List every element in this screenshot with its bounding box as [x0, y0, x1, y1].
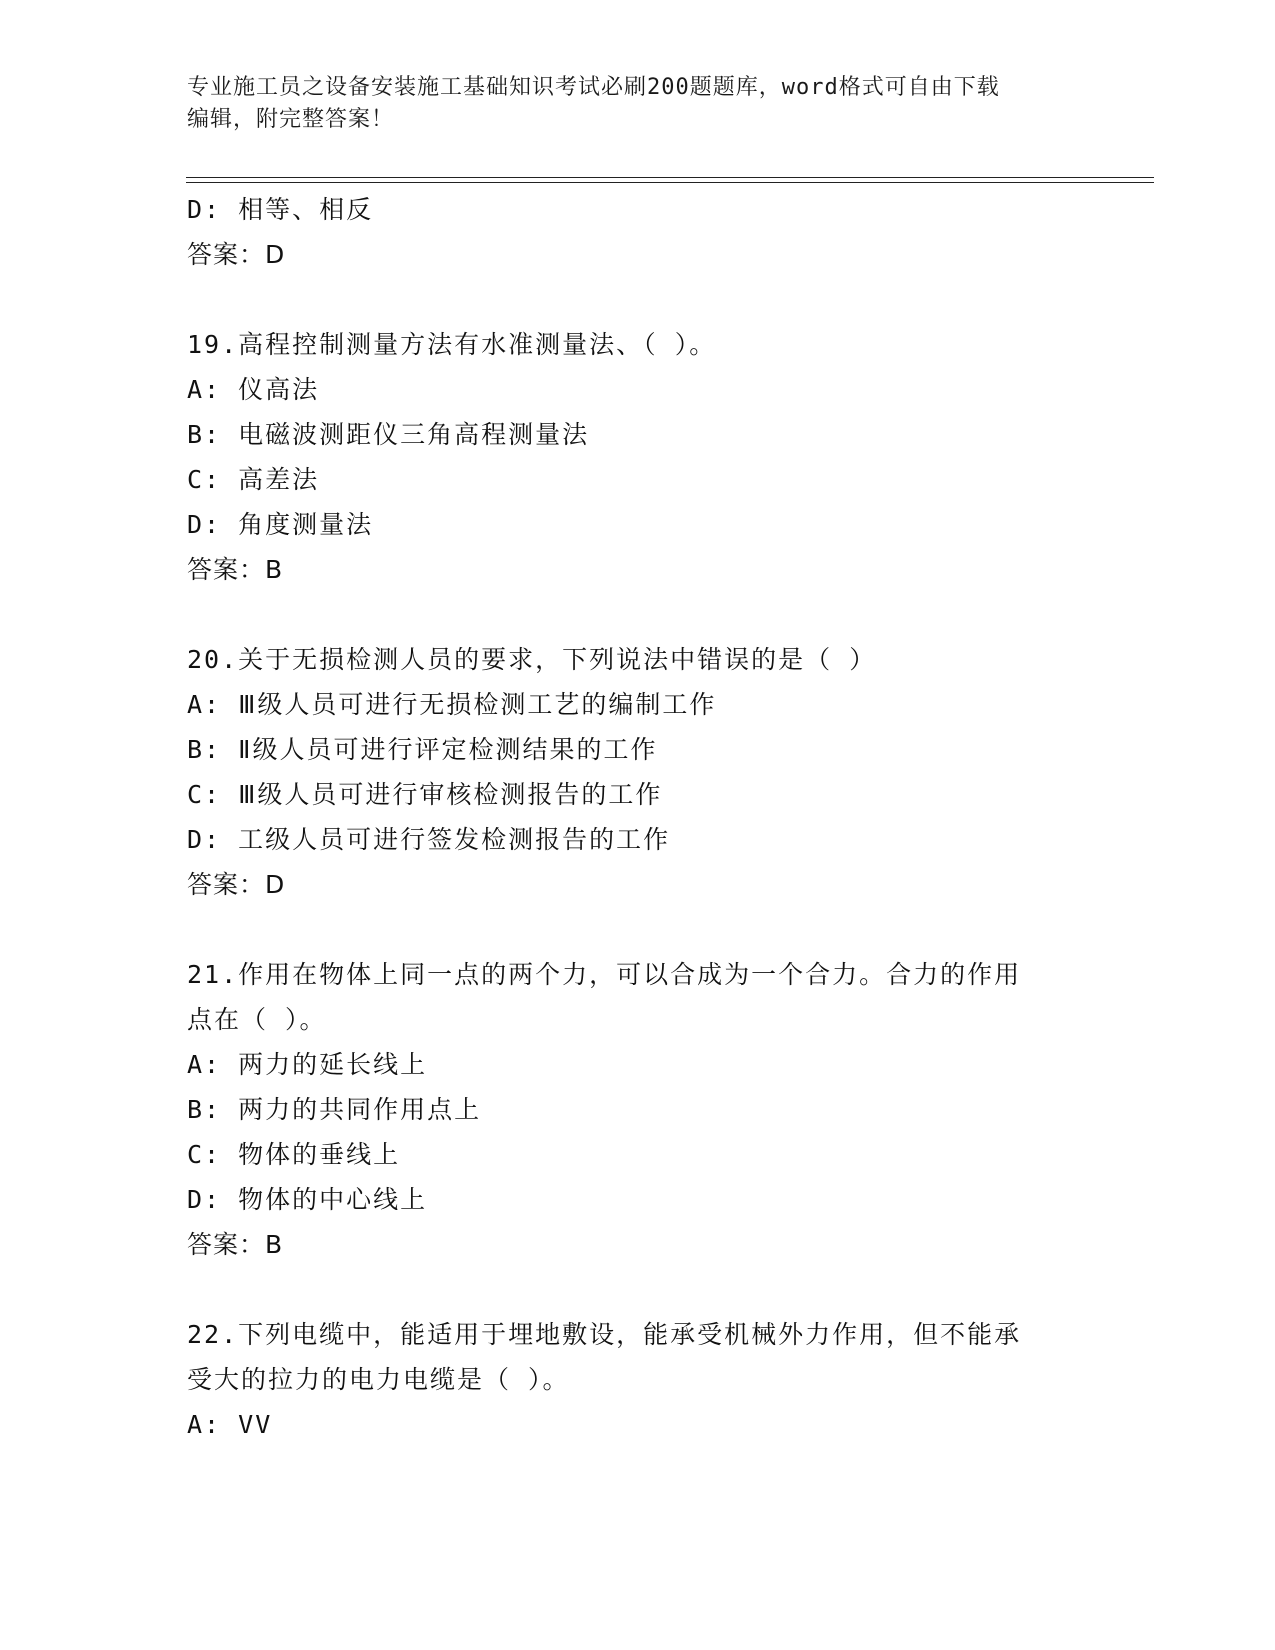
- header-divider-bottom: [186, 182, 1154, 183]
- question-stem: 20.关于无损检测人员的要求，下列说法中错误的是（ ）: [187, 645, 877, 674]
- header-line-2: 编辑，附完整答案！: [187, 107, 395, 132]
- question-stem-line-2: 受大的拉力的电力电缆是（ ）。: [187, 1365, 570, 1394]
- question-stem-line-1: 22.下列电缆中，能适用于埋地敷设，能承受机械外力作用，但不能承: [187, 1320, 1022, 1349]
- option-a: A: 两力的延长线上: [187, 1050, 428, 1079]
- option-c: C: Ⅲ级人员可进行审核检测报告的工作: [187, 780, 663, 809]
- option-a: A: Ⅲ级人员可进行无损检测工艺的编制工作: [187, 690, 717, 719]
- answer: 答案：B: [187, 555, 284, 584]
- option-d: D: 工级人员可进行签发检测报告的工作: [187, 825, 671, 854]
- question-stem: 19.高程控制测量方法有水准测量法、（ ）。: [187, 330, 717, 359]
- header-divider-top: [186, 177, 1154, 178]
- question-stem-line-2: 点在（ ）。: [187, 1005, 327, 1034]
- question-stem-line-1: 21.作用在物体上同一点的两个力，可以合成为一个合力。合力的作用: [187, 960, 1022, 989]
- question-22: [187, 1312, 1087, 1447]
- option-c: C: 高差法: [187, 465, 320, 494]
- answer: 答案：D: [187, 240, 286, 269]
- question-20: [187, 637, 1087, 907]
- answer: 答案：D: [187, 870, 286, 899]
- question-18-tail: [187, 187, 1087, 277]
- question-21: [187, 952, 1087, 1267]
- option-a: A: VV: [187, 1410, 273, 1439]
- option-b: B: 电磁波测距仪三角高程测量法: [187, 420, 590, 449]
- header-line-1: 专业施工员之设备安装施工基础知识考试必刷200题题库，word格式可自由下载: [187, 75, 1000, 100]
- option-b: B: 两力的共同作用点上: [187, 1095, 482, 1124]
- option-d: D: 相等、相反: [187, 195, 374, 224]
- option-d: D: 角度测量法: [187, 510, 374, 539]
- question-19: [187, 322, 1087, 592]
- answer: 答案：B: [187, 1230, 284, 1259]
- option-c: C: 物体的垂线上: [187, 1140, 401, 1169]
- document-header: [187, 72, 1067, 136]
- option-b: B: Ⅱ级人员可进行评定检测结果的工作: [187, 735, 658, 764]
- option-d: D: 物体的中心线上: [187, 1185, 428, 1214]
- question-list: [187, 187, 1087, 1447]
- option-a: A: 仪高法: [187, 375, 320, 404]
